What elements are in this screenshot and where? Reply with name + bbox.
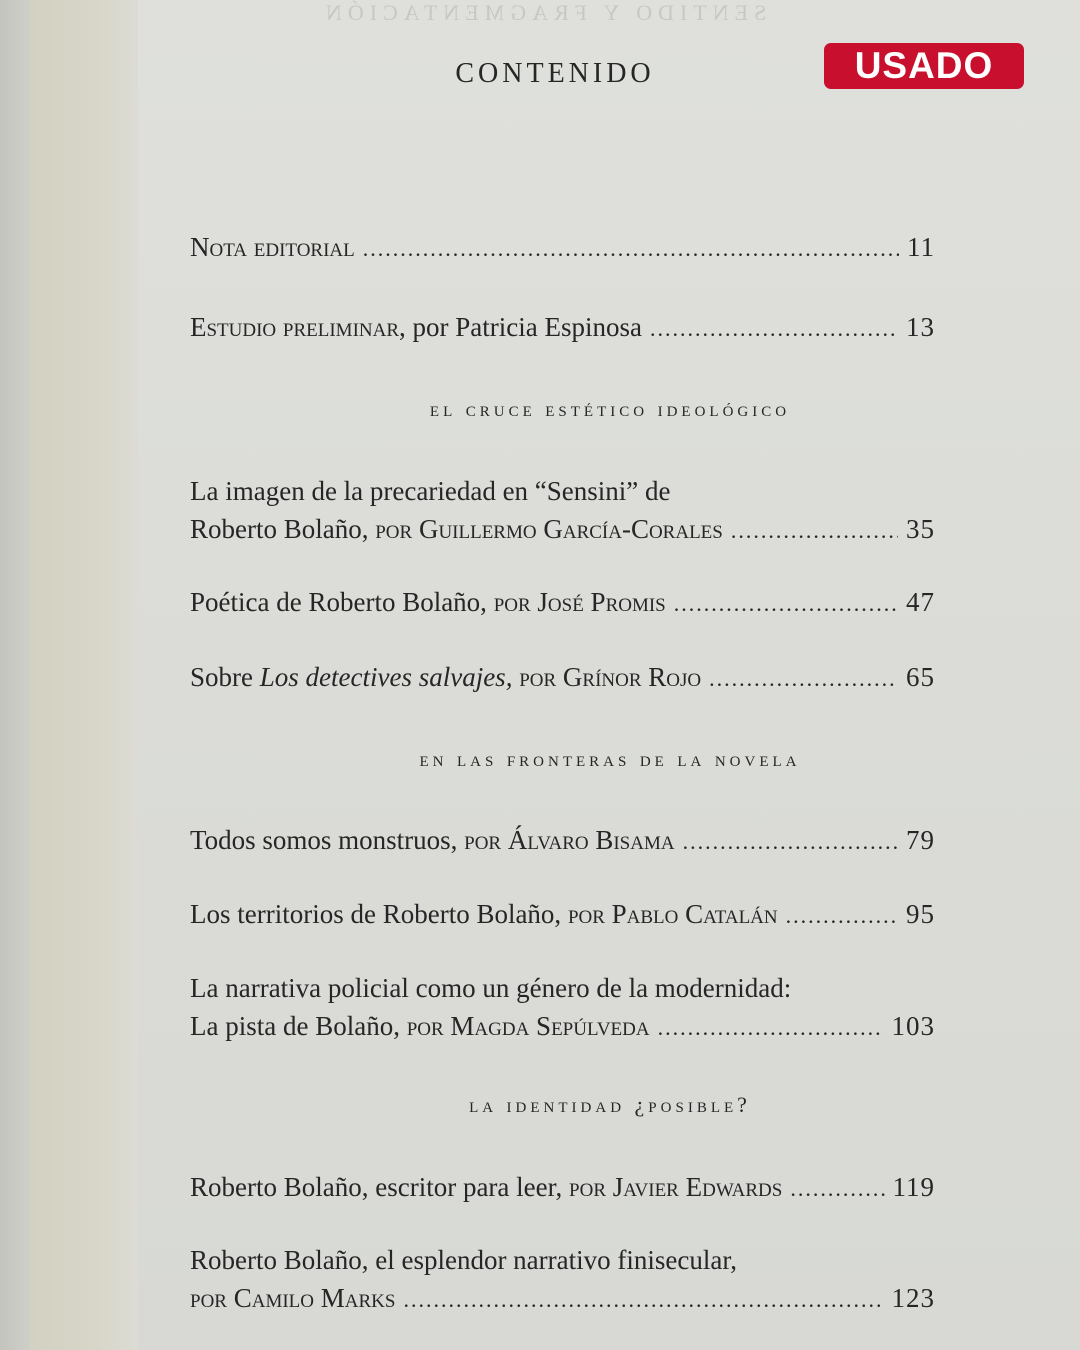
entry-author: por Pablo Catalán [567,899,778,929]
dot-leader [731,512,898,550]
section-heading: en las fronteras de la novela [419,746,801,771]
toc-entry [190,895,935,935]
entry-title: Nota editorial [190,232,355,262]
entry-author: por José Promis [493,587,666,617]
entry-title-italic: Los detectives salvajes, [259,662,513,692]
toc-entry [190,969,935,1047]
entry-title: Todos somos monstruos, [190,825,458,855]
page-number: 79 [906,825,935,855]
entry-title-line1: La imagen de la precariedad en “Sensini” de [190,476,671,506]
page-number: 13 [906,312,935,342]
book-edge-shadow [0,0,30,1350]
page-number: 65 [906,662,935,692]
toc-entry [190,472,935,550]
page-number: 95 [906,899,935,929]
entry-title-line1: La narrativa policial como un género de la modernidad: [190,973,792,1003]
section-heading: la identidad ¿posible? [469,1092,751,1117]
toc-entry-nota-editorial [190,228,935,268]
toc-entry-estudio-preliminar [190,308,935,348]
used-badge: USADO [824,43,1024,89]
entry-author: por Álvaro Bisama [464,825,675,855]
dot-leader [403,1281,883,1319]
page-title: CONTENIDO [455,58,655,89]
page-number: 11 [907,232,935,262]
dot-leader [786,897,898,935]
dot-leader [650,310,898,348]
dot-leader [658,1009,884,1047]
entry-title: Roberto Bolaño, [190,514,369,544]
entry-author: por Patricia Espinosa [412,312,642,342]
entry-author: por Grínor Rojo [519,662,702,692]
entry-title-prefix: Sobre [190,662,253,692]
dot-leader [674,585,898,623]
toc-entry [190,583,935,623]
entry-author: por Magda Sepúlveda [406,1011,650,1041]
entry-title: Poética de Roberto Bolaño, [190,587,487,617]
entry-title-line1: Roberto Bolaño, el esplendor narrativo finisecular, [190,1245,738,1275]
page-number: 119 [892,1172,935,1202]
entry-title: Estudio preliminar, [190,312,406,342]
entry-title: Roberto Bolaño, escritor para leer, [190,1172,563,1202]
dot-leader [363,230,899,268]
dot-leader [683,823,898,861]
entry-author: por Camilo Marks [190,1283,396,1313]
facing-page-edge [30,0,140,1350]
page-number: 35 [906,514,935,544]
toc-entry [190,1241,935,1319]
toc-entry [190,658,935,698]
dot-leader [790,1170,884,1208]
dot-leader [709,660,898,698]
page-number: 103 [891,1011,935,1041]
entry-title: La pista de Bolaño, [190,1011,400,1041]
toc-entry [190,821,935,861]
entry-author: por Guillermo García-Corales [375,514,723,544]
bleed-through-heading: SENTIDO Y FRAGMENTACIÓN [320,0,767,25]
page-number: 123 [891,1283,935,1313]
toc-entry [190,1168,935,1208]
page-number: 47 [906,587,935,617]
entry-title: Los territorios de Roberto Bolaño, [190,899,562,929]
entry-author: por Javier Edwards [569,1172,783,1202]
section-heading: el cruce estético ideológico [429,396,791,421]
